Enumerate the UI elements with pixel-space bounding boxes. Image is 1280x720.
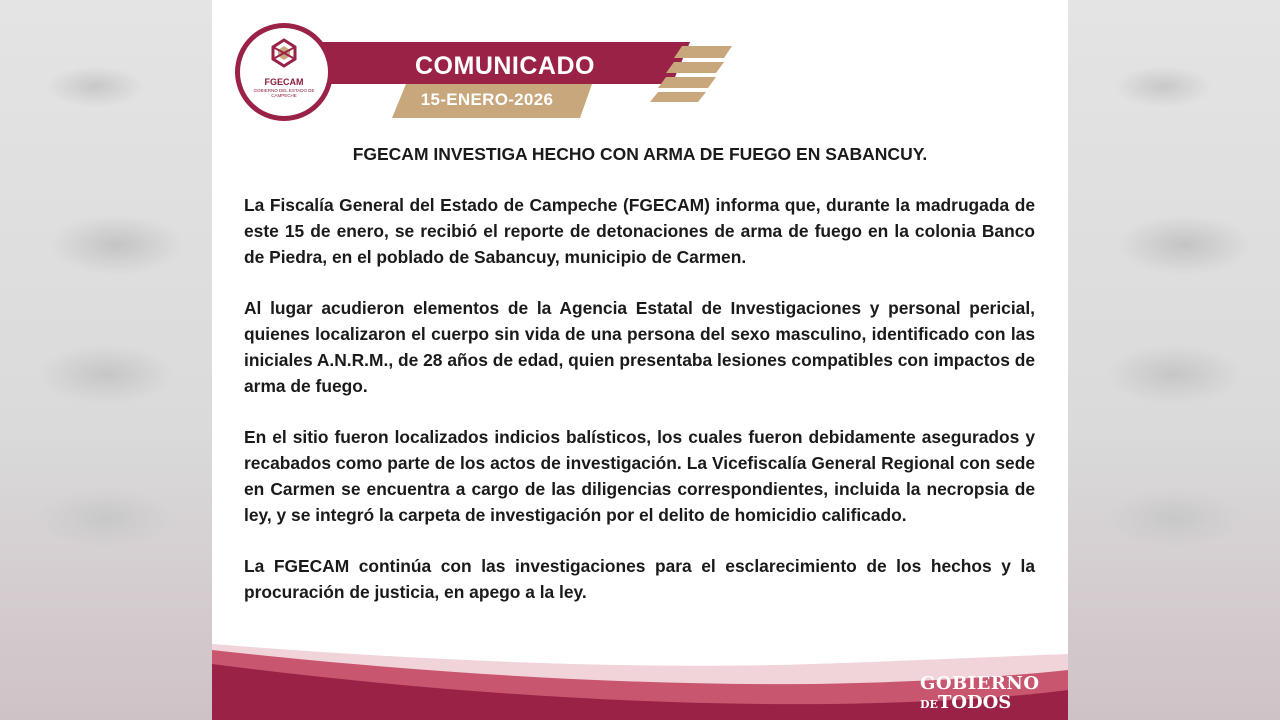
blurred-background-left [0,0,212,720]
paragraph-1: La Fiscalía General del Estado de Campeche (FGECAM) informa que, durante la madrugada de este 15 de enero, se recibió el reporte de detonaciones de arma de fuego en la colonia Banco de Piedra, en el poblado de Sabancuy, municipio de Carmen. [244,195,1035,267]
gold-stripe [650,92,706,102]
paragraph-3: En el sitio fueron localizados indicios balísticos, los cuales fueron debidamente asegurados y recabados como parte de los actos de investigación. La Vicefiscalía General Regional con sede en Carmen se encuentra a cargo de las diligencias correspondientes, incluida la necropsia de ley, y se integró la carpeta de investigación por el delito de homicidio calificado. [244,427,1035,525]
gold-stripe [658,77,716,88]
footer-logo-line2 [920,693,1040,714]
logo-label: FGECAM [264,77,304,87]
paragraph-2: Al lugar acudieron elementos de la Agencia Estatal de Investigaciones y personal pericial, quienes localizaron el cuerpo sin vida de una persona del sexo masculino, identificado con las iniciales A.N.R.M., de 28 años de edad, quien presentaba lesiones compatibles con impactos de arma de fuego. [244,298,1035,396]
footer-logo-line1: GOBIERNO [920,673,1040,694]
banner-date: 15-ENERO-2026 [420,90,554,109]
footer-logo-todos: TODOS [937,692,1012,713]
logo-subtext: GOBIERNO DEL ESTADO DE CAMPECHE [253,88,315,98]
banner-title: COMUNICADO [415,52,595,80]
document-body [244,192,1035,630]
press-release-document [212,0,1068,720]
header-banner [212,0,1068,130]
gobierno-de-todos-logo [920,674,1040,714]
document-heading: FGECAM INVESTIGA HECHO CON ARMA DE FUEGO EN SABANCUY. [352,144,928,164]
paragraph-4: La FGECAM continúa con las investigaciones para el esclarecimiento de los hechos y la procuración de justicia, en apego a la ley. [244,556,1035,602]
gold-stripe [666,62,724,73]
blurred-background-right [1068,0,1280,720]
footer-logo-de: DE [920,698,938,711]
gold-stripe [674,46,732,58]
